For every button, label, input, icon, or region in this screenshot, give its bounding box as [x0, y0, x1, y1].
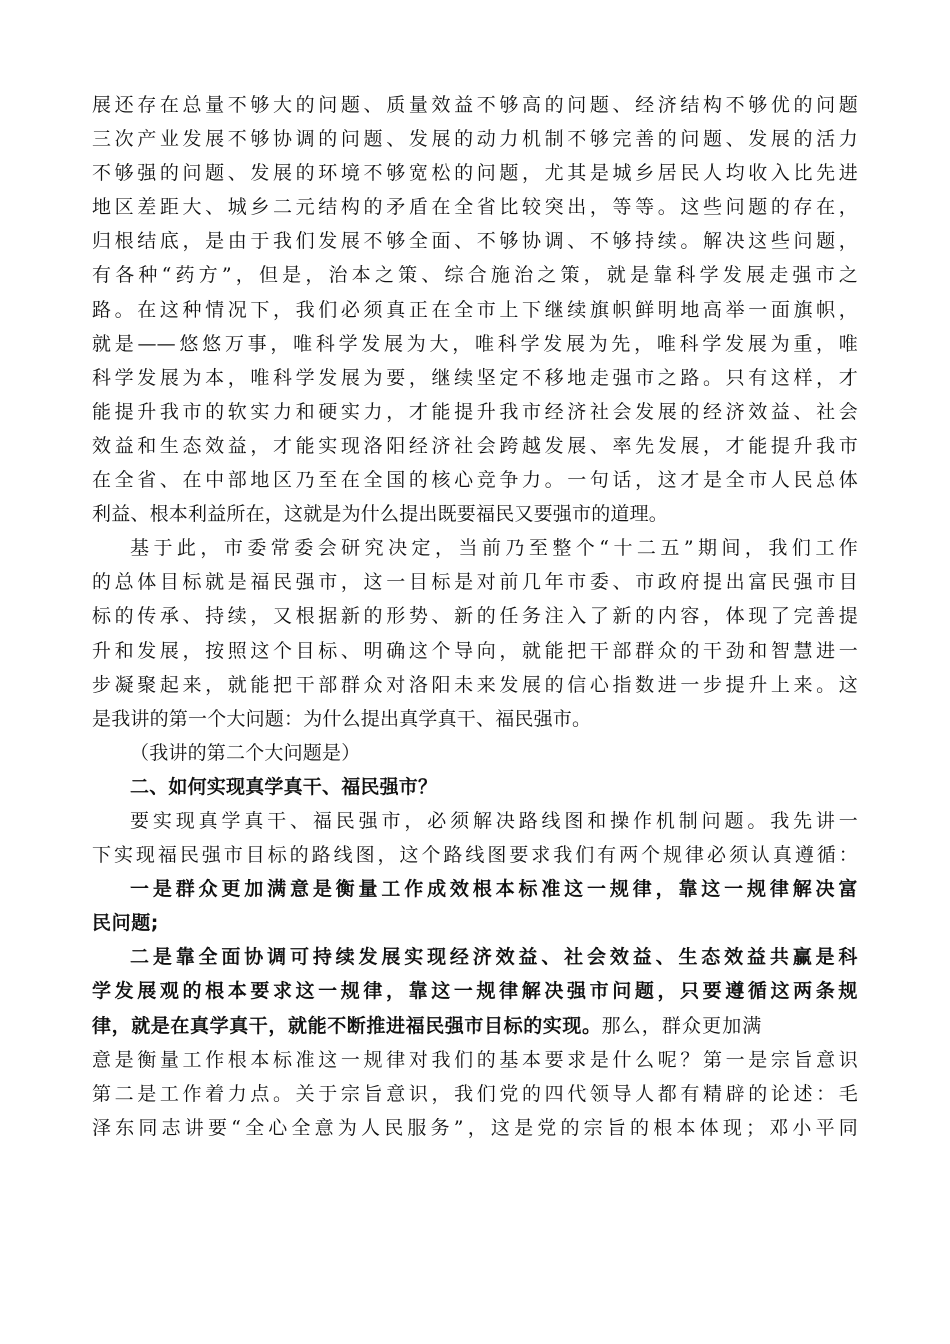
text-segment: 那么，群众更加满	[601, 1014, 763, 1037]
bold-point-two-end: 律，就是在真学真干，就能不断推进福民强市目标的实现。	[92, 1014, 602, 1037]
text-line: 步凝聚起来，就能把干部群众对洛阳未来发展的信心指数进一步提升上来。这	[92, 673, 858, 696]
text-line: 就是——悠悠万事，唯科学发展为大，唯科学发展为先，唯科学发展为重，唯	[92, 332, 858, 355]
text-line: 下实现福民强市目标的路线图，这个路线图要求我们有两个规律必须认真遵循：	[92, 844, 858, 867]
paragraph-start: 要实现真学真干、福民强市，必须解决路线图和操作机制问题。我先讲一	[130, 809, 858, 832]
bold-point-one: 民问题;	[92, 912, 159, 935]
text-line: 效益和生态效益，才能实现洛阳经济社会跨越发展、率先发展，才能提升我市	[92, 434, 858, 457]
text-line: 有各种“药方”，但是，治本之策、综合施治之策，就是靠科学发展走强市之	[92, 264, 858, 287]
bold-point-two: 学发展观的根本要求这一规律，靠这一规律解决强市问题，只要遵循这两条规	[92, 980, 858, 1003]
text-line: 地区差距大、城乡二元结构的矛盾在全省比较突出，等等。这些问题的存在，	[92, 196, 858, 219]
text-line: 意是衡量工作根本标准这一规律对我们的基本要求是什么呢？第一是宗旨意识	[92, 1048, 858, 1071]
bold-point-one: 一是群众更加满意是衡量工作成效根本标准这一规律，靠这一规律解决富	[130, 878, 858, 901]
text-line: 能提升我市的软实力和硬实力，才能提升我市经济社会发展的经济效益、社会	[92, 400, 858, 423]
document-page	[92, 88, 858, 1145]
text-line: 归根结底，是由于我们发展不够全面、不够协调、不够持续。解决这些问题，	[92, 230, 858, 253]
text-line: 在全省、在中部地区乃至在全国的核心竞争力。一句话，这才是全市人民总体	[92, 469, 858, 492]
text-line: 路。在这种情况下，我们必须真正在全市上下继续旗帜鲜明地高举一面旗帜，	[92, 298, 858, 321]
text-line: 升和发展，按照这个目标、明确这个导向，就能把干部群众的干劲和智慧进一	[92, 639, 858, 662]
paragraph-start: 基于此，市委常委会研究决定，当前乃至整个“十二五”期间，我们工作	[130, 537, 858, 560]
section-heading: 二、如何实现真学真干、福民强市？	[130, 775, 438, 798]
mixed-line	[92, 1009, 858, 1043]
text-line: 是我讲的第一个大问题：为什么提出真学真干、福民强市。	[92, 707, 592, 730]
transition-note: （我讲的第二个大问题是）	[130, 741, 361, 764]
text-line: 不够强的问题、发展的环境不够宽松的问题，尤其是城乡居民人均收入比先进	[92, 162, 858, 185]
text-line: 利益、根本利益所在，这就是为什么提出既要福民又要强市的道理。	[92, 503, 669, 526]
text-line: 展还存在总量不够大的问题、质量效益不够高的问题、经济结构不够优的问题	[92, 94, 858, 116]
text-line: 三次产业发展不够协调的问题、发展的动力机制不够完善的问题、发展的活力	[92, 128, 858, 151]
text-line: 标的传承、持续，又根据新的形势、新的任务注入了新的内容，体现了完善提	[92, 605, 858, 628]
text-line: 泽东同志讲要“全心全意为人民服务”，这是党的宗旨的根本体现；邓小平同	[92, 1116, 858, 1139]
text-line: 的总体目标就是福民强市，这一目标是对前几年市委、市政府提出富民强市目	[92, 571, 858, 594]
text-line: 科学发展为本，唯科学发展为要，继续坚定不移地走强市之路。只有这样，才	[92, 366, 858, 389]
text-line: 第二是工作着力点。关于宗旨意识，我们党的四代领导人都有精辟的论述：毛	[92, 1082, 858, 1105]
bold-point-two: 二是靠全面协调可持续发展实现经济效益、社会效益、生态效益共赢是科	[130, 946, 858, 969]
